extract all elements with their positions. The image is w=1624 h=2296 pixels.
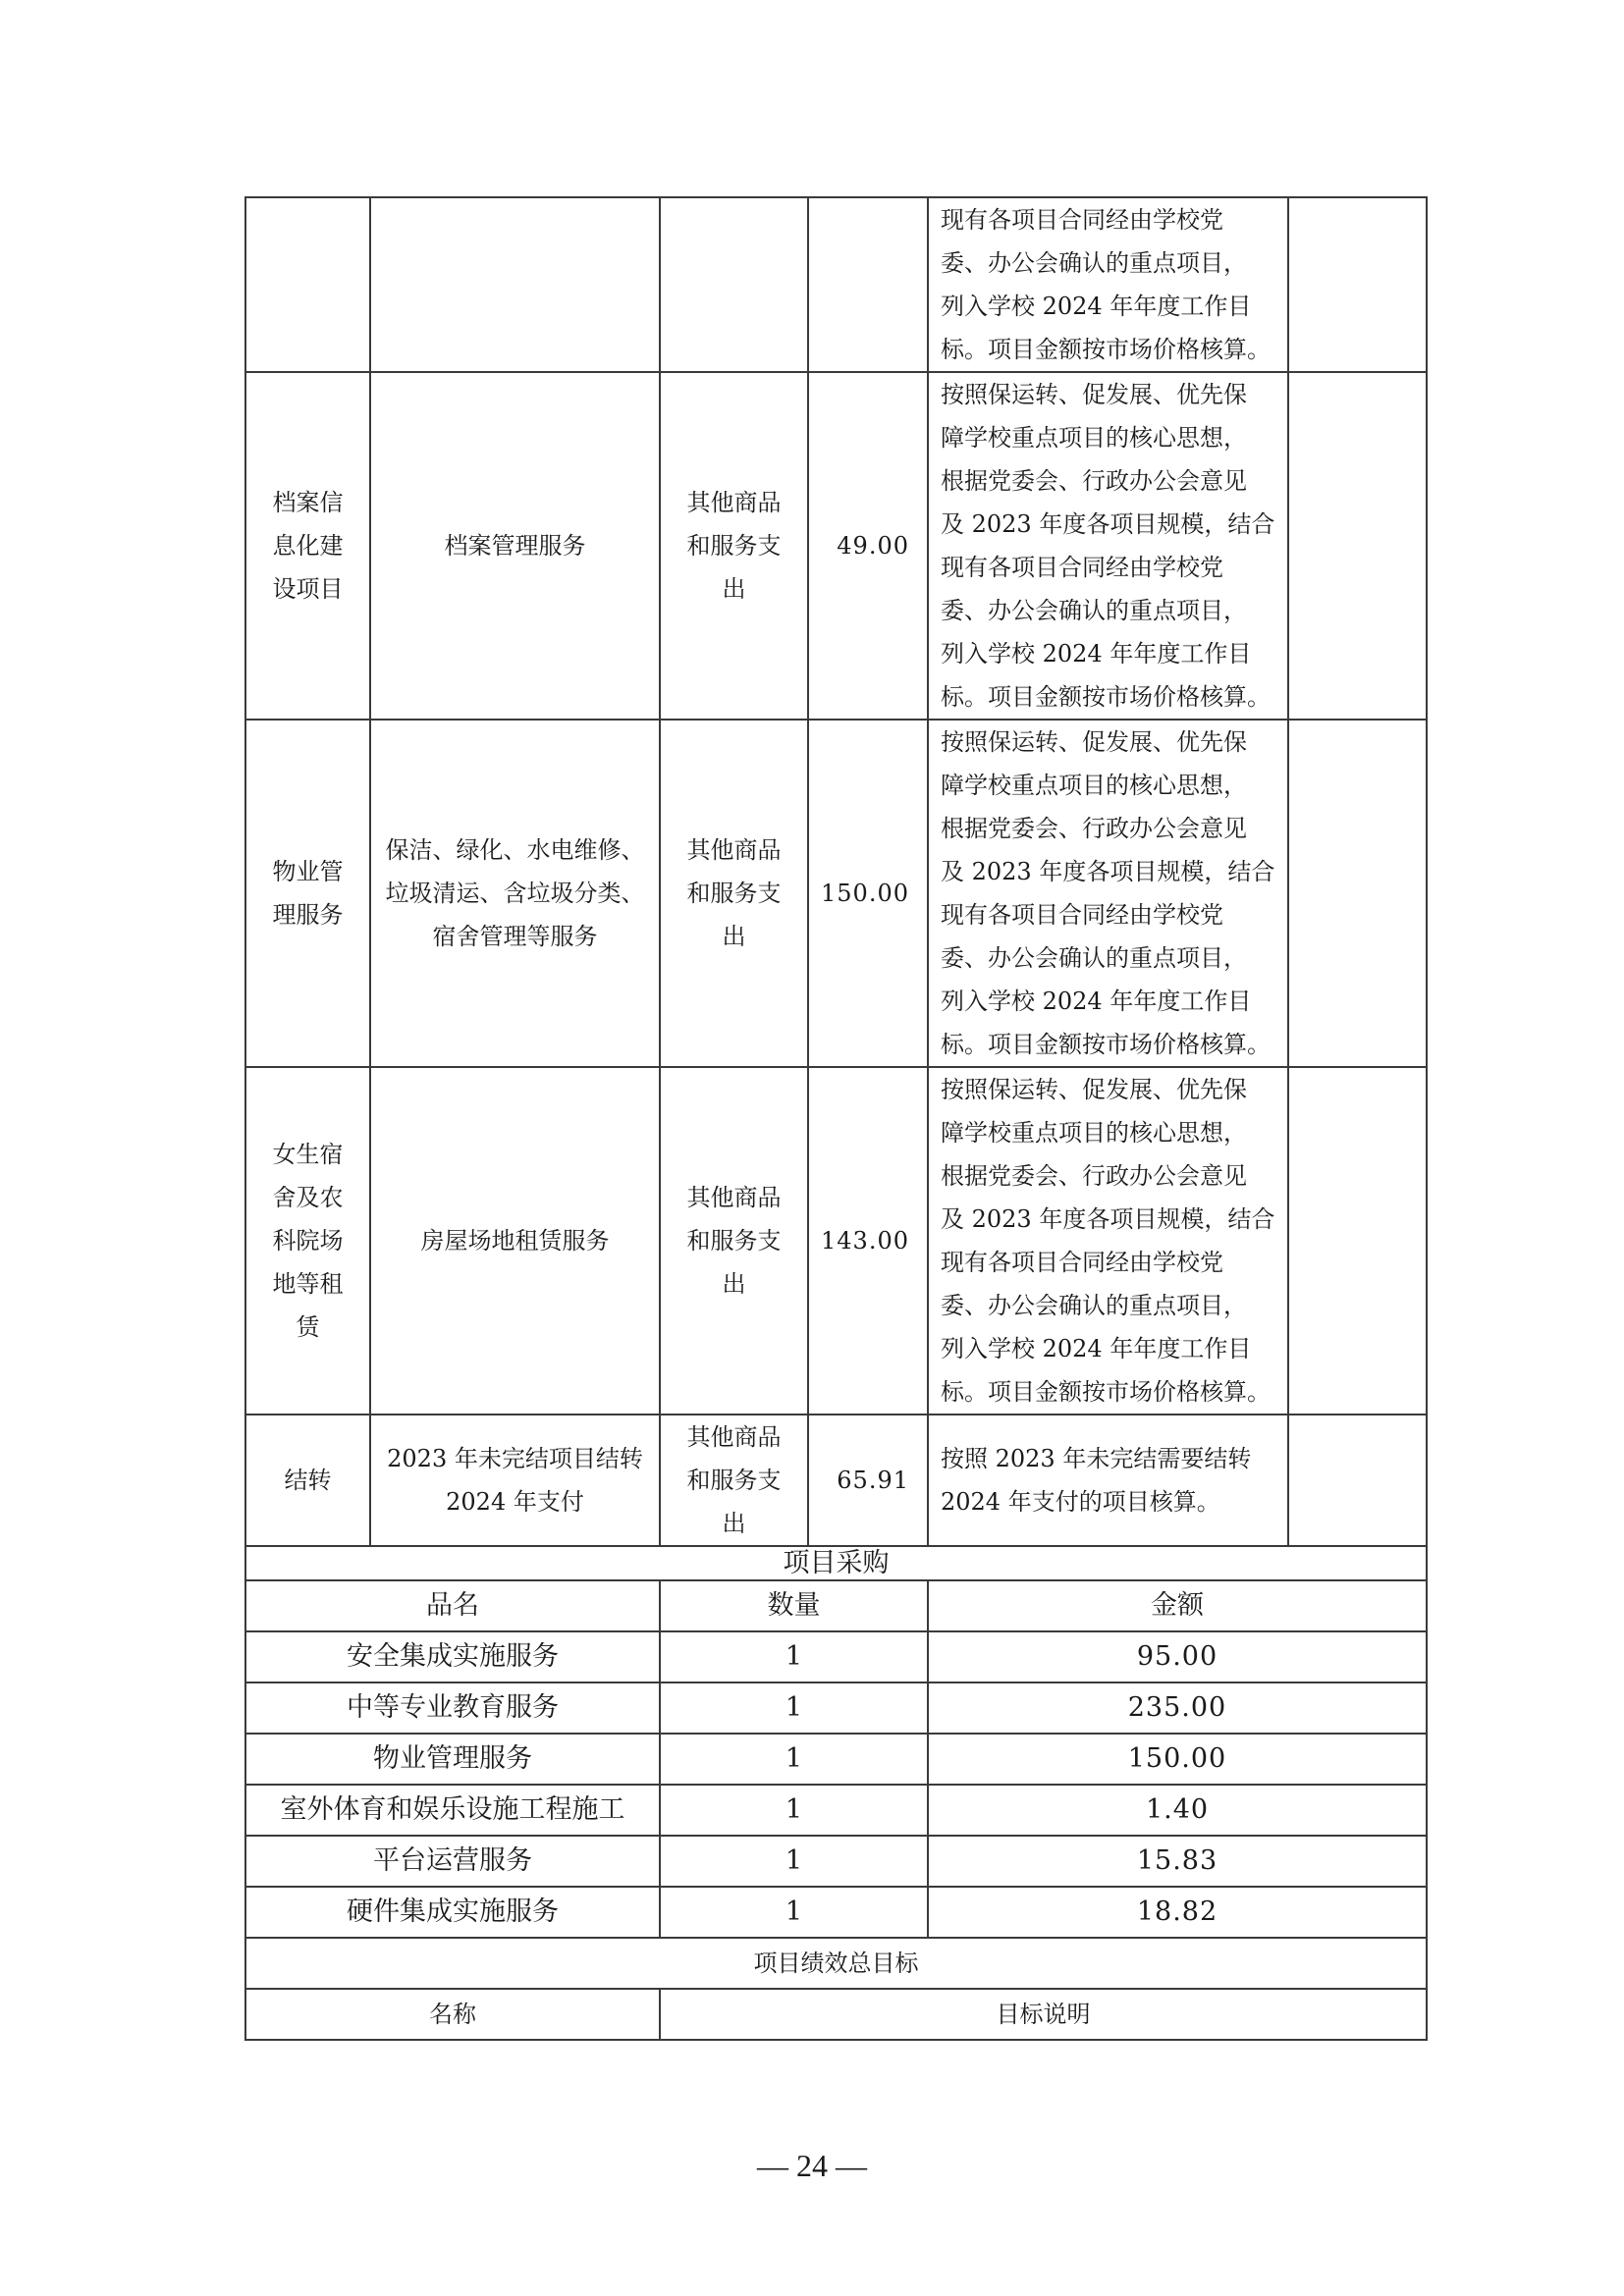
text-line: 标。项目金额按市场价格核算。	[941, 1031, 1271, 1058]
text-line: 委、办公会确认的重点项目，	[941, 944, 1247, 972]
header-amount: 金额	[928, 1580, 1427, 1631]
text-line: 根据党委会、行政办公会意见	[941, 467, 1247, 495]
text-line: 和服务支	[686, 880, 782, 907]
text-line: 按照保运转、促发展、优先保	[941, 1076, 1247, 1103]
item-qty: 1	[660, 1682, 928, 1734]
section-title-row	[245, 1938, 1427, 1989]
text-line: 出	[722, 1270, 746, 1298]
text-line: 现有各项目合同经由学校党	[941, 206, 1223, 234]
text-line: 舍及农	[272, 1184, 344, 1211]
note-cell	[1288, 197, 1427, 372]
header-name: 品名	[245, 1580, 660, 1631]
text-line: 房屋场地租赁服务	[420, 1227, 610, 1255]
budget-table	[244, 196, 1428, 2041]
item-name: 室外体育和娱乐设施工程施工	[245, 1785, 660, 1836]
amount-cell: 143.00	[808, 1067, 928, 1415]
text-line: 宿舍管理等服务	[432, 923, 598, 950]
text-line: 垃圾清运、含垃圾分类、	[385, 880, 645, 907]
header-qty: 数量	[660, 1580, 928, 1631]
procurement-row	[245, 1887, 1427, 1938]
text-line: 及 2023 年度各项目规模，结合	[941, 858, 1275, 885]
item-amount: 18.82	[928, 1887, 1427, 1938]
text-line: 档案管理服务	[444, 532, 586, 560]
content-cell	[370, 720, 660, 1067]
item-name: 平台运营服务	[245, 1836, 660, 1887]
item-qty: 1	[660, 1836, 928, 1887]
item-amount: 150.00	[928, 1734, 1427, 1785]
text-line: 保洁、绿化、水电维修、	[385, 836, 645, 864]
detail-row	[245, 197, 1427, 372]
text-line: 2024 年支付	[446, 1488, 584, 1516]
description-cell	[928, 720, 1288, 1067]
note-cell	[1288, 372, 1427, 720]
expense-type-cell	[660, 197, 808, 372]
text-line: 其他商品	[686, 1423, 782, 1451]
description-cell	[928, 1415, 1288, 1546]
text-line: 列入学校 2024 年年度工作目	[941, 293, 1252, 320]
text-line: 档案信	[272, 489, 344, 516]
procurement-row	[245, 1836, 1427, 1887]
content-cell	[370, 372, 660, 720]
text-line: 按照保运转、促发展、优先保	[941, 381, 1247, 408]
detail-row	[245, 372, 1427, 720]
text-line: 出	[722, 1510, 746, 1537]
text-line: 出	[722, 923, 746, 950]
text-line: 现有各项目合同经由学校党	[941, 901, 1223, 929]
text-line: 委、办公会确认的重点项目，	[941, 249, 1247, 277]
item-amount: 15.83	[928, 1836, 1427, 1887]
detail-row	[245, 720, 1427, 1067]
expense-type-cell	[660, 1415, 808, 1546]
amount-cell: 65.91	[808, 1415, 928, 1546]
project-name-cell	[245, 1067, 370, 1415]
item-name: 中等专业教育服务	[245, 1682, 660, 1734]
text-line: 标。项目金额按市场价格核算。	[941, 683, 1271, 711]
text-line: 障学校重点项目的核心思想，	[941, 424, 1247, 452]
description-cell	[928, 197, 1288, 372]
item-amount: 1.40	[928, 1785, 1427, 1836]
text-line: 及 2023 年度各项目规模，结合	[941, 510, 1275, 538]
text-line: 2023 年未完结项目结转	[387, 1445, 643, 1472]
text-line: 结转	[284, 1467, 332, 1494]
item-name: 安全集成实施服务	[245, 1631, 660, 1682]
text-line: 根据党委会、行政办公会意见	[941, 815, 1247, 842]
item-qty: 1	[660, 1887, 928, 1938]
text-line: 按照保运转、促发展、优先保	[941, 728, 1247, 756]
text-line: 科院场	[272, 1227, 344, 1255]
content-cell	[370, 197, 660, 372]
expense-type-cell	[660, 372, 808, 720]
item-amount: 95.00	[928, 1631, 1427, 1682]
procurement-row	[245, 1682, 1427, 1734]
page-number: — 24 —	[757, 2148, 867, 2183]
text-line: 赁	[296, 1313, 320, 1341]
description-cell	[928, 372, 1288, 720]
text-line: 和服务支	[686, 532, 782, 560]
text-line: 其他商品	[686, 836, 782, 864]
text-line: 女生宿	[272, 1141, 344, 1168]
amount-cell: 49.00	[808, 372, 928, 720]
text-line: 2024 年支付的项目核算。	[941, 1488, 1220, 1516]
header-perf-goal: 目标说明	[660, 1989, 1427, 2040]
table-body	[245, 197, 1427, 2040]
content-cell	[370, 1067, 660, 1415]
item-name: 物业管理服务	[245, 1734, 660, 1785]
note-cell	[1288, 1067, 1427, 1415]
expense-type-cell	[660, 1067, 808, 1415]
project-name-cell	[245, 372, 370, 720]
text-line: 列入学校 2024 年年度工作目	[941, 640, 1252, 667]
performance-header-row	[245, 1989, 1427, 2040]
text-line: 和服务支	[686, 1467, 782, 1494]
text-line: 标。项目金额按市场价格核算。	[941, 336, 1271, 363]
description-cell	[928, 1067, 1288, 1415]
text-line: 息化建	[272, 532, 344, 560]
text-line: 地等租	[272, 1270, 344, 1298]
item-qty: 1	[660, 1631, 928, 1682]
text-line: 委、办公会确认的重点项目，	[941, 1292, 1247, 1319]
note-cell	[1288, 720, 1427, 1067]
text-line: 障学校重点项目的核心思想，	[941, 1119, 1247, 1147]
amount-cell: 150.00	[808, 720, 928, 1067]
procurement-row	[245, 1734, 1427, 1785]
project-name-cell	[245, 1415, 370, 1546]
text-line: 其他商品	[686, 1184, 782, 1211]
procurement-header-row	[245, 1580, 1427, 1631]
expense-type-cell	[660, 720, 808, 1067]
text-line: 委、办公会确认的重点项目，	[941, 597, 1247, 624]
text-line: 现有各项目合同经由学校党	[941, 554, 1223, 581]
header-perf-name: 名称	[245, 1989, 660, 2040]
text-line: 按照 2023 年未完结需要结转	[941, 1445, 1252, 1472]
item-name: 硬件集成实施服务	[245, 1887, 660, 1938]
project-name-cell	[245, 720, 370, 1067]
project-name-cell	[245, 197, 370, 372]
text-line: 现有各项目合同经由学校党	[941, 1249, 1223, 1276]
text-line: 理服务	[272, 901, 344, 929]
note-cell	[1288, 1415, 1427, 1546]
text-line: 列入学校 2024 年年度工作目	[941, 988, 1252, 1015]
text-line: 物业管	[272, 858, 344, 885]
procurement-row	[245, 1785, 1427, 1836]
text-line: 列入学校 2024 年年度工作目	[941, 1335, 1252, 1362]
section-title-row	[245, 1546, 1427, 1580]
procurement-row	[245, 1631, 1427, 1682]
item-amount: 235.00	[928, 1682, 1427, 1734]
item-qty: 1	[660, 1785, 928, 1836]
text-line: 标。项目金额按市场价格核算。	[941, 1378, 1271, 1406]
text-line: 障学校重点项目的核心思想，	[941, 772, 1247, 799]
item-qty: 1	[660, 1734, 928, 1785]
amount-cell	[808, 197, 928, 372]
text-line: 其他商品	[686, 489, 782, 516]
performance-title: 项目绩效总目标	[245, 1938, 1427, 1989]
text-line: 设项目	[272, 575, 344, 603]
text-line: 和服务支	[686, 1227, 782, 1255]
text-line: 根据党委会、行政办公会意见	[941, 1162, 1247, 1190]
text-line: 出	[722, 575, 746, 603]
detail-row	[245, 1067, 1427, 1415]
text-line: 及 2023 年度各项目规模，结合	[941, 1205, 1275, 1233]
detail-row	[245, 1415, 1427, 1546]
content-cell	[370, 1415, 660, 1546]
procurement-title: 项目采购	[245, 1546, 1427, 1580]
